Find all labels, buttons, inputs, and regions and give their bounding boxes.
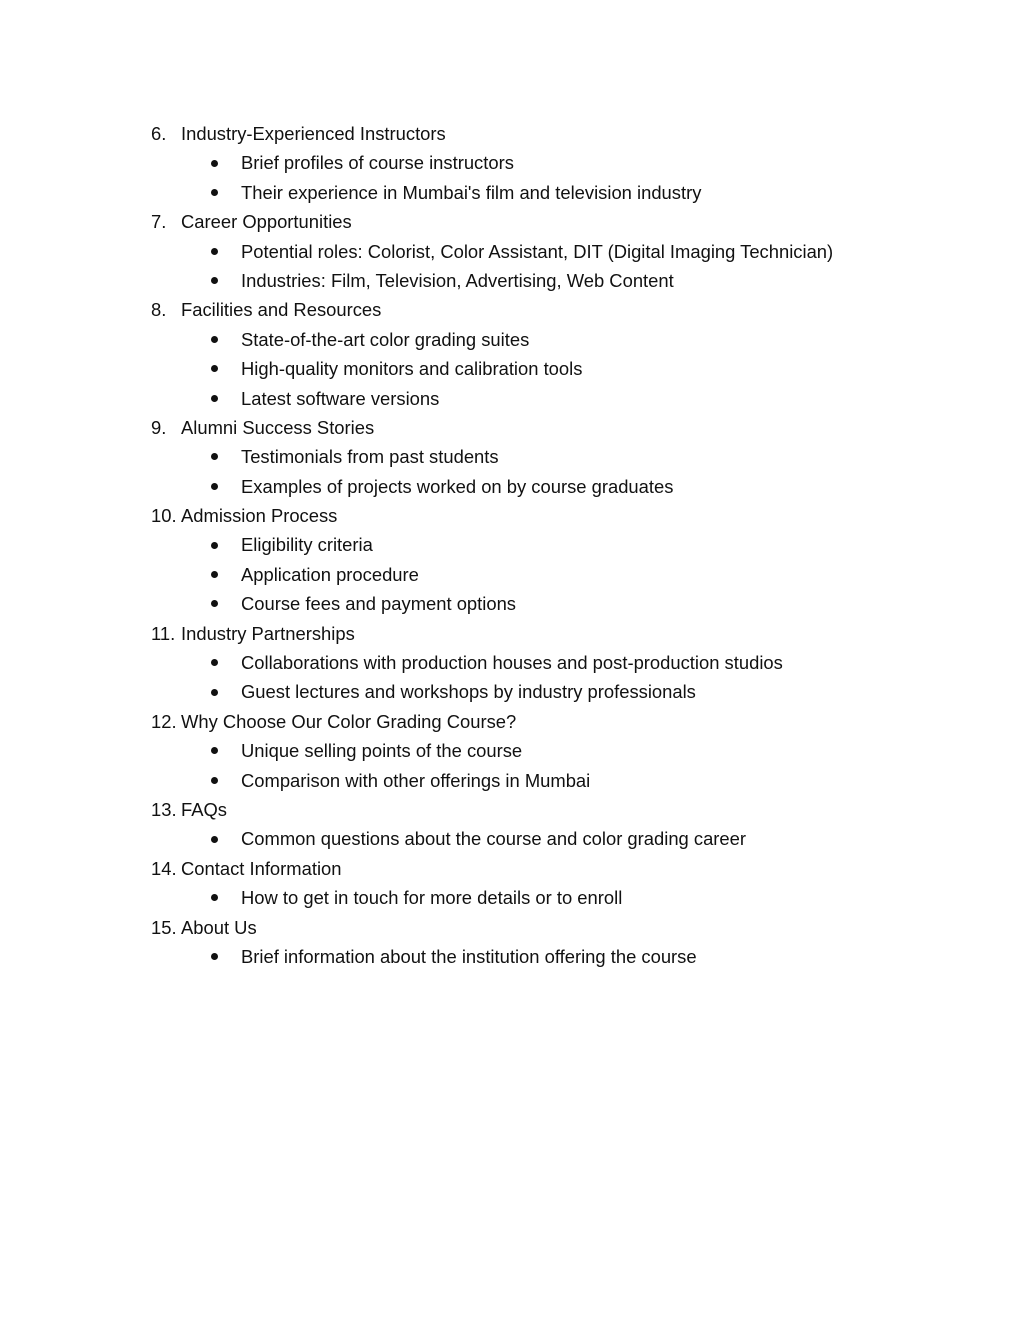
bullet-list	[151, 148, 911, 207]
outline-section	[151, 501, 911, 619]
outline-section	[151, 295, 911, 413]
section-number: 8.	[151, 299, 167, 321]
outline-section	[151, 119, 911, 207]
list-item	[151, 148, 911, 177]
bullet-text: State-of-the-art color grading suites	[241, 328, 530, 350]
outline-section	[151, 207, 911, 295]
outline-section	[151, 913, 911, 972]
list-item	[151, 648, 911, 677]
bullet-text: Potential roles: Colorist, Color Assistant, DIT (Digital Imaging Technician)	[241, 240, 834, 262]
bullet-list	[151, 237, 911, 296]
bullet-text: High-quality monitors and calibration tools	[241, 358, 583, 380]
bullet-text: Brief information about the institution offering the course	[241, 945, 697, 967]
bullet-text: Latest software versions	[241, 387, 440, 409]
list-item	[151, 942, 911, 971]
bullet-icon	[211, 689, 218, 696]
list-item	[151, 178, 911, 207]
bullet-icon	[211, 336, 218, 343]
section-heading	[151, 795, 911, 824]
bullet-text: Comparison with other offerings in Mumbai	[241, 769, 591, 791]
section-heading	[151, 707, 911, 736]
bullet-icon	[211, 777, 218, 784]
section-number: 9.	[151, 416, 167, 438]
outline-section	[151, 619, 911, 707]
bullet-icon	[211, 277, 218, 284]
bullet-icon	[211, 571, 218, 578]
bullet-icon	[211, 747, 218, 754]
outline-section	[151, 413, 911, 501]
section-heading	[151, 913, 911, 942]
section-heading	[151, 413, 911, 442]
section-number: 7.	[151, 211, 167, 233]
section-heading	[151, 295, 911, 324]
bullet-text: Brief profiles of course instructors	[241, 152, 514, 174]
list-item	[151, 677, 911, 706]
section-heading	[151, 854, 911, 883]
bullet-text: Examples of projects worked on by course graduates	[241, 475, 674, 497]
list-item	[151, 442, 911, 471]
list-item	[151, 560, 911, 589]
section-title: Industry Partnerships	[181, 622, 355, 644]
section-heading	[151, 207, 911, 236]
bullet-text: How to get in touch for more details or to enroll	[241, 887, 623, 909]
list-item	[151, 237, 911, 266]
bullet-list	[151, 736, 911, 795]
section-number: 12.	[151, 710, 177, 732]
bullet-list	[151, 824, 911, 853]
bullet-list	[151, 942, 911, 971]
section-title: Contact Information	[181, 857, 342, 879]
bullet-icon	[211, 542, 218, 549]
bullet-text: Common questions about the course and color grading career	[241, 828, 747, 850]
bullet-icon	[211, 483, 218, 490]
outline-section	[151, 854, 911, 913]
bullet-list	[151, 883, 911, 912]
outline-section	[151, 795, 911, 854]
list-item	[151, 589, 911, 618]
bullet-icon	[211, 160, 218, 167]
bullet-icon	[211, 365, 218, 372]
list-item	[151, 325, 911, 354]
section-heading	[151, 501, 911, 530]
list-item	[151, 354, 911, 383]
section-title: Facilities and Resources	[181, 299, 382, 321]
list-item	[151, 472, 911, 501]
section-title: FAQs	[181, 798, 227, 820]
section-title: Alumni Success Stories	[181, 416, 375, 438]
bullet-icon	[211, 836, 218, 843]
bullet-text: Eligibility criteria	[241, 534, 373, 556]
bullet-list	[151, 325, 911, 413]
bullet-icon	[211, 453, 218, 460]
bullet-icon	[211, 953, 218, 960]
section-title: Industry-Experienced Instructors	[181, 123, 446, 144]
list-item	[151, 384, 911, 413]
list-item	[151, 736, 911, 765]
bullet-icon	[211, 395, 218, 402]
list-item	[151, 266, 911, 295]
section-number: 15.	[151, 916, 177, 938]
bullet-icon	[211, 600, 218, 607]
list-item	[151, 766, 911, 795]
bullet-text: Application procedure	[241, 563, 419, 585]
bullet-text: Guest lectures and workshops by industry professionals	[241, 681, 696, 703]
section-number: 10.	[151, 505, 177, 527]
section-number: 13.	[151, 798, 177, 820]
bullet-text: Unique selling points of the course	[241, 740, 523, 762]
section-title: About Us	[181, 916, 257, 938]
bullet-list	[151, 530, 911, 618]
section-number: 11.	[151, 622, 176, 644]
bullet-icon	[211, 248, 218, 255]
section-title: Why Choose Our Color Grading Course?	[181, 710, 517, 732]
section-heading	[151, 119, 911, 148]
section-number: 14.	[151, 857, 177, 879]
list-item	[151, 824, 911, 853]
numbered-outline	[151, 119, 911, 971]
section-number: 6.	[151, 123, 167, 144]
bullet-list	[151, 648, 911, 707]
list-item	[151, 883, 911, 912]
section-title: Career Opportunities	[181, 211, 352, 233]
bullet-icon	[211, 659, 218, 666]
bullet-text: Collaborations with production houses and post-production studios	[241, 652, 783, 674]
bullet-icon	[211, 189, 218, 196]
outline-section	[151, 707, 911, 795]
section-title: Admission Process	[181, 505, 338, 527]
bullet-text: Testimonials from past students	[241, 446, 499, 468]
bullet-text: Course fees and payment options	[241, 593, 517, 615]
bullet-text: Their experience in Mumbai's film and television industry	[241, 181, 702, 203]
bullet-list	[151, 442, 911, 501]
bullet-icon	[211, 894, 218, 901]
bullet-text: Industries: Film, Television, Advertising, Web Content	[241, 269, 674, 291]
list-item	[151, 530, 911, 559]
section-heading	[151, 619, 911, 648]
